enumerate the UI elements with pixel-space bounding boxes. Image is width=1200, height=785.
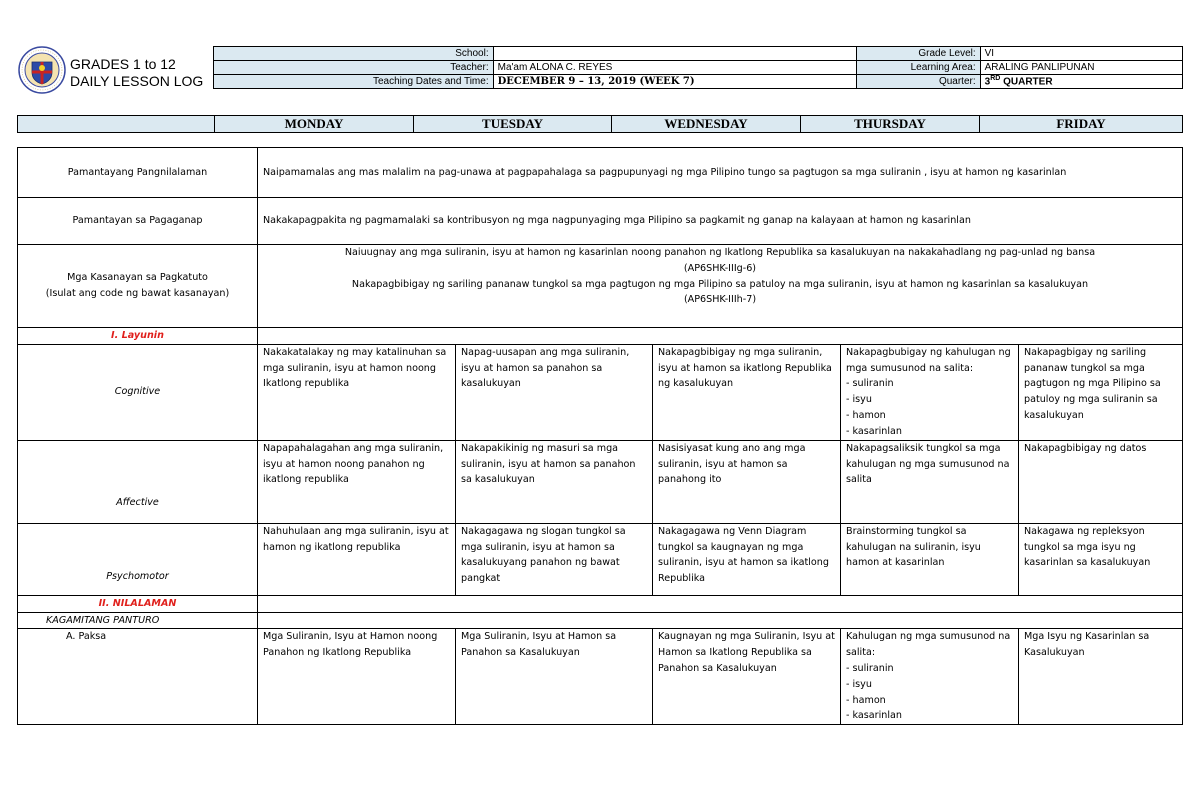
- topic-tuesday-line: Mga Suliranin, Isyu at Hamon sa Panahon sa Kasalukuyan: [461, 631, 617, 659]
- topic-monday: [258, 629, 456, 725]
- section-content-label: II. NILALAMAN: [18, 595, 258, 612]
- form-title: [70, 56, 203, 90]
- learning-area-value: ARALING PANLIPUNAN: [980, 61, 1182, 75]
- topic-thursday-item: - isyu: [846, 678, 872, 690]
- row-label-cognitive: Cognitive: [18, 344, 258, 440]
- topic-wednesday-line: Kaugnayan ng mga Suliranin, Isyu at Hamon sa Ikatlong Republika sa Panahon sa Kasalukuyan: [658, 631, 835, 674]
- grade-level-label: Grade Level:: [856, 47, 980, 61]
- topic-friday: [1019, 629, 1183, 725]
- topic-tuesday: [456, 629, 653, 725]
- psychomotor-tuesday: Nakagagawa ng slogan tungkol sa mga suliranin, isyu at hamon sa kasalukuyang panahon ng bawat pangkat: [456, 523, 653, 595]
- teacher-value: Ma'am ALONA C. REYES: [493, 61, 856, 75]
- content-standard-text: Naipamamalas ang mas malalim na pag-unawa at pagpapahalaga sa pagpupunyagi ng mga Pilipino tungo sa pagtugon sa mga suliranin , isyu at hamon ng kasarinlan: [258, 148, 1183, 198]
- quarter-number: 3: [984, 76, 991, 88]
- cognitive-thursday-item: - hamon: [846, 409, 886, 421]
- topic-monday-line: Mga Suliranin, Isyu at Hamon noong Panahon ng Ikatlong Republika: [263, 631, 438, 659]
- day-header-monday: MONDAY: [215, 116, 414, 133]
- quarter-label: Quarter:: [856, 75, 980, 89]
- psychomotor-monday: Nahuhulaan ang mga suliranin, isyu at hamon ng ikatlong republika: [258, 523, 456, 595]
- competency-code-1: (AP6SHK-IIIg-6): [683, 262, 757, 274]
- weekday-header-table: [17, 115, 1183, 133]
- materials-blank: [258, 612, 1183, 629]
- cognitive-monday-line: Nakakatalakay ng may katalinuhan sa mga suliranin, isyu at hamon noong Ikatlong republika: [263, 346, 447, 390]
- cognitive-wednesday-line: Nakapagbibigay ng mga suliranin, isyu at hamon sa ikatlong Republika ng kasalukuyan: [658, 346, 832, 390]
- title-line-2: DAILY LESSON LOG: [70, 73, 204, 89]
- cognitive-friday-line: Nakapagbigay ng sariling pananaw tungkol sa mga pagtugon ng mga Pilipino sa patuloy ng mga suliranin sa kasalukuyan: [1024, 346, 1161, 421]
- psychomotor-thursday: Brainstorming tungkol sa kahulugan na suliranin, isyu hamon at kasarinlan: [841, 523, 1019, 595]
- topic-thursday-item: - kasarinlan: [846, 710, 902, 722]
- quarter-value: [980, 75, 1182, 89]
- table-row: [18, 148, 1183, 198]
- competency-2: Nakapagbibigay ng sariling pananaw tungkol sa mga pagtugon ng mga Pilipino sa patuloy na mga suliranin, isyu at hamon ng kasarinlan sa kasalukuyan: [351, 278, 1089, 290]
- table-row: [18, 344, 1183, 440]
- school-value: [493, 47, 856, 61]
- cognitive-thursday: [841, 344, 1019, 440]
- table-row: [18, 245, 1183, 328]
- day-header-wednesday: WEDNESDAY: [612, 116, 801, 133]
- affective-monday: Napapahalagahan ang mga suliranin, isyu at hamon noong panahon ng ikatlong republika: [258, 440, 456, 523]
- cognitive-monday: [258, 344, 456, 440]
- teaching-dates-label: Teaching Dates and Time:: [214, 75, 494, 89]
- section-content-blank: [258, 595, 1183, 612]
- teacher-label: Teacher:: [214, 61, 494, 75]
- competency-code-2: (AP6SHK-IIIh-7): [683, 294, 757, 306]
- topic-friday-line: Mga Isyu ng Kasarinlan sa Kasalukuyan: [1024, 631, 1150, 659]
- table-row: [18, 198, 1183, 245]
- competencies-label-title: Mga Kasanayan sa Pagkatuto: [67, 272, 208, 284]
- lesson-plan-table: [17, 147, 1183, 725]
- topic-thursday-item: - suliranin: [846, 662, 894, 674]
- table-row: [18, 612, 1183, 629]
- row-label-performance-standard: Pamantayan sa Pagaganap: [18, 198, 258, 245]
- affective-wednesday: Nasisiyasat kung ano ang mga suliranin, isyu at hamon sa panahong ito: [653, 440, 841, 523]
- psychomotor-friday: Nakagawa ng repleksyon tungkol sa mga isyu ng kasarinlan sa kasalukuyan: [1019, 523, 1183, 595]
- cognitive-tuesday-line: Napag-uusapan ang mga suliranin, isyu at hamon sa panahon sa kasalukuyan: [461, 346, 630, 390]
- row-label-affective: Affective: [18, 440, 258, 523]
- table-row: [18, 328, 1183, 345]
- competencies-label-note: (Isulat ang code ng bawat kasanayan): [45, 288, 230, 299]
- table-row: [18, 629, 1183, 725]
- school-label: School:: [214, 47, 494, 61]
- topic-thursday-line: Kahulugan ng mga sumusunod na salita:: [846, 631, 1011, 659]
- cognitive-tuesday: [456, 344, 653, 440]
- lesson-info-table: [213, 46, 1183, 89]
- grade-level-value: VI: [980, 47, 1182, 61]
- teaching-dates-value: DECEMBER 9 – 13, 2019 (WEEK 7): [493, 75, 856, 89]
- performance-standard-text: Nakakapagpakita ng pagmamalaki sa kontribusyon ng mga nagpunyaging mga Pilipino sa pagkamit ng ganap na kalayaan at hamon ng kasarinlan: [258, 198, 1183, 245]
- topic-wednesday: [653, 629, 841, 725]
- cognitive-thursday-line: Nakapagbubigay ng kahulugan ng mga sumusunod na salita:: [846, 346, 1011, 374]
- title-line-1: GRADES 1 to 12: [70, 56, 176, 72]
- competency-1: Naiuugnay ang mga suliranin, isyu at hamon ng kasarinlan noong panahon ng Ikatlong Republika sa kasalukuyan na nakakahadlang ng pag-unlad ng bansa: [344, 247, 1096, 258]
- deped-seal-logo: [18, 46, 66, 94]
- row-label-competencies: [18, 245, 258, 328]
- row-label-materials: KAGAMITANG PANTURO: [18, 612, 258, 629]
- day-header-friday: FRIDAY: [980, 116, 1183, 133]
- table-row: [18, 523, 1183, 595]
- topic-thursday: [841, 629, 1019, 725]
- day-header-blank: [18, 116, 215, 133]
- quarter-suffix: RD: [990, 75, 1001, 83]
- cognitive-thursday-item: - kasarinlan: [846, 425, 902, 437]
- psychomotor-wednesday: Nakagagawa ng Venn Diagram tungkol sa kaugnayan ng mga suliranin, isyu at hamon sa ikatlong Republika: [653, 523, 841, 595]
- row-label-psychomotor: Psychomotor: [18, 523, 258, 595]
- topic-thursday-item: - hamon: [846, 694, 886, 706]
- section-objectives-label: I. Layunin: [18, 328, 258, 345]
- affective-friday: Nakapagbibigay ng datos: [1019, 440, 1183, 523]
- affective-thursday: Nakapagsaliksik tungkol sa mga kahulugan ng mga sumusunod na salita: [841, 440, 1019, 523]
- day-header-tuesday: TUESDAY: [414, 116, 612, 133]
- cognitive-friday: [1019, 344, 1183, 440]
- cognitive-wednesday: [653, 344, 841, 440]
- row-label-topic: A. Paksa: [18, 629, 258, 725]
- affective-tuesday: Nakapakikinig ng masuri sa mga suliranin, isyu at hamon sa panahon sa kasalukuyan: [456, 440, 653, 523]
- table-row: [18, 440, 1183, 523]
- cognitive-thursday-item: - suliranin: [846, 378, 894, 390]
- quarter-word: QUARTER: [1003, 76, 1053, 88]
- row-label-content-standard: Pamantayang Pangnilalaman: [18, 148, 258, 198]
- table-row: [18, 595, 1183, 612]
- section-objectives-blank: [258, 328, 1183, 345]
- learning-area-label: Learning Area:: [856, 61, 980, 75]
- day-header-thursday: THURSDAY: [801, 116, 980, 133]
- competencies-text: [258, 245, 1183, 328]
- cognitive-thursday-item: - isyu: [846, 394, 872, 406]
